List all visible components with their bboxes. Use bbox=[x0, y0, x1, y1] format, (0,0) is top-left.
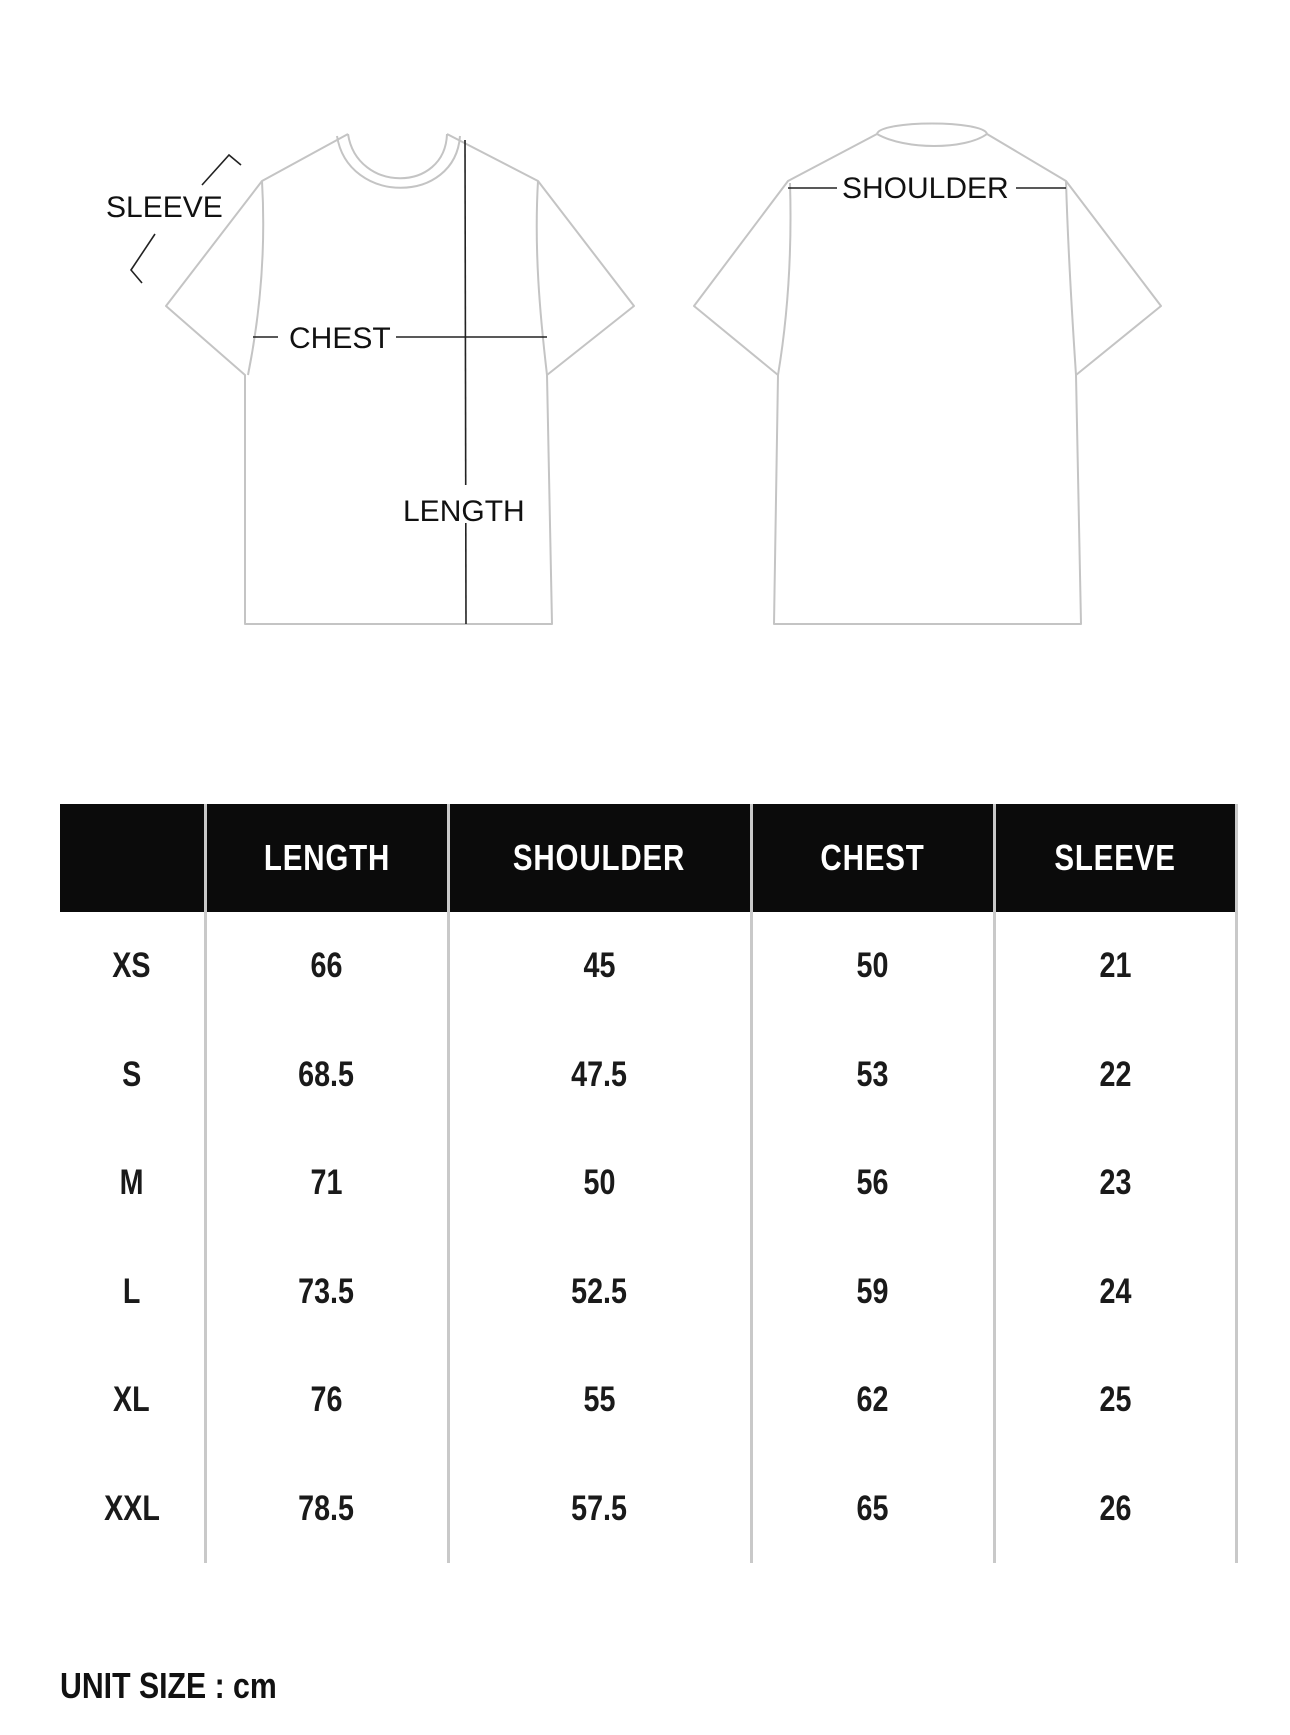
back-collar bbox=[877, 134, 987, 146]
table-row bbox=[60, 1455, 1236, 1564]
table-row bbox=[60, 1021, 1236, 1130]
front-tshirt-view bbox=[106, 134, 634, 624]
sleeve-cell: 26 bbox=[994, 1455, 1236, 1564]
shoulder-cell: 55 bbox=[448, 1346, 751, 1455]
back-tshirt-view bbox=[694, 124, 1161, 625]
length-cell: 71 bbox=[205, 1129, 448, 1238]
sleeve-cell: 23 bbox=[994, 1129, 1236, 1238]
back-collar-band bbox=[877, 124, 987, 135]
front-tshirt-outline bbox=[166, 134, 634, 624]
front-collar-inner bbox=[337, 136, 460, 188]
sleeve-cell: 22 bbox=[994, 1021, 1236, 1130]
table-row bbox=[60, 1129, 1236, 1238]
table-row bbox=[60, 912, 1236, 1021]
shoulder-cell: 57.5 bbox=[448, 1455, 751, 1564]
back-sleeve-seam-right bbox=[1066, 181, 1076, 375]
header-chest: CHEST bbox=[751, 804, 994, 912]
sleeve-cell: 21 bbox=[994, 912, 1236, 1021]
front-collar bbox=[348, 134, 447, 178]
header-shoulder: SHOULDER bbox=[448, 804, 751, 912]
chest-cell: 56 bbox=[751, 1129, 994, 1238]
length-cell: 68.5 bbox=[205, 1021, 448, 1130]
back-sleeve-seam-left bbox=[778, 183, 791, 375]
shoulder-cell: 52.5 bbox=[448, 1238, 751, 1347]
sleeve-measure-line-top bbox=[202, 155, 241, 185]
header-length: LENGTH bbox=[205, 804, 448, 912]
size-cell: XL bbox=[113, 1380, 151, 1420]
header-size-corner bbox=[60, 804, 205, 912]
size-cell: XXL bbox=[103, 1488, 160, 1528]
length-cell: 73.5 bbox=[205, 1238, 448, 1347]
chest-label: CHEST bbox=[289, 322, 391, 355]
table-header-row bbox=[60, 804, 1236, 912]
unit-size-note: UNIT SIZE : cm bbox=[60, 1665, 277, 1706]
sleeve-cell: 25 bbox=[994, 1346, 1236, 1455]
chest-cell: 65 bbox=[751, 1455, 994, 1564]
table-row bbox=[60, 1346, 1236, 1455]
front-sleeve-seam-left bbox=[248, 181, 263, 375]
length-cell: 76 bbox=[205, 1346, 448, 1455]
chest-cell: 50 bbox=[751, 912, 994, 1021]
chest-cell: 59 bbox=[751, 1238, 994, 1347]
size-chart-table bbox=[60, 804, 1238, 1563]
size-cell: S bbox=[122, 1054, 142, 1094]
shoulder-cell: 50 bbox=[448, 1129, 751, 1238]
shoulder-label: SHOULDER bbox=[842, 172, 1009, 205]
shoulder-cell: 45 bbox=[448, 912, 751, 1021]
length-cell: 66 bbox=[205, 912, 448, 1021]
chest-cell: 53 bbox=[751, 1021, 994, 1130]
shoulder-cell: 47.5 bbox=[448, 1021, 751, 1130]
sleeve-measure-line-bottom bbox=[131, 234, 155, 283]
back-tshirt-outline bbox=[694, 134, 1161, 624]
size-cell: L bbox=[122, 1271, 141, 1311]
length-cell: 78.5 bbox=[205, 1455, 448, 1564]
size-cell: XS bbox=[112, 946, 151, 986]
front-sleeve-seam-right bbox=[537, 181, 547, 375]
tshirt-measurement-diagram bbox=[0, 0, 1290, 720]
chest-cell: 62 bbox=[751, 1346, 994, 1455]
size-cell: M bbox=[119, 1163, 144, 1203]
length-measure-line bbox=[465, 140, 466, 624]
length-label: LENGTH bbox=[403, 495, 525, 528]
sleeve-label: SLEEVE bbox=[106, 191, 223, 224]
header-sleeve: SLEEVE bbox=[994, 804, 1236, 912]
table-row bbox=[60, 1238, 1236, 1347]
sleeve-cell: 24 bbox=[994, 1238, 1236, 1347]
